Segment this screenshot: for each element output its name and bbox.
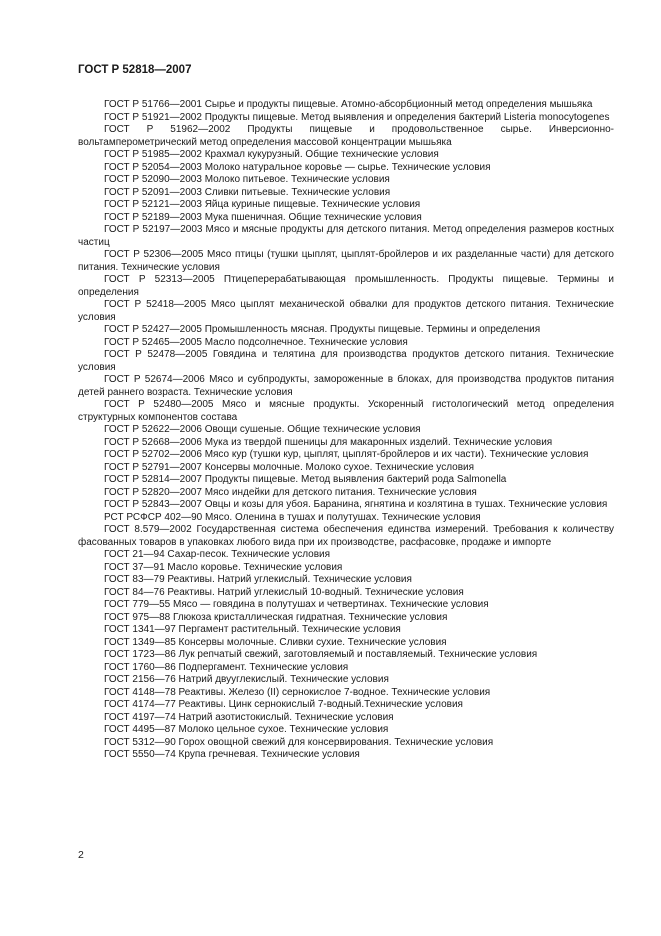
reference-item: ГОСТ Р 52091—2003 Сливки питьевые. Технические условия [104, 186, 391, 198]
reference-item: ГОСТ Р 52480—2005 Мясо и мясные продукты. Ускоренный гистологический метод определения структурных компонентов состава [78, 399, 614, 423]
reference-item: ГОСТ Р 52674—2006 Мясо и субпродукты, замороженные в блоках, для производства продуктов питания детей раннего возраста. Технические условия [78, 374, 614, 398]
reference-item: ГОСТ Р 52791—2007 Консервы молочные. Молоко сухое. Технические условия [104, 461, 475, 473]
reference-item: ГОСТ Р 52820—2007 Мясо индейки для детского питания. Технические условия [104, 486, 477, 498]
reference-item: ГОСТ 1349—85 Консервы молочные. Сливки сухие. Технические условия [104, 636, 447, 648]
reference-item: ГОСТ Р 52814—2007 Продукты пищевые. Метод выявления бактерий рода Salmonella [104, 474, 507, 485]
reference-item: ГОСТ 37—91 Масло коровье. Технические условия [104, 561, 343, 573]
reference-item: ГОСТ Р 52622—2006 Овощи сушеные. Общие технические условия [104, 424, 421, 435]
reference-item: ГОСТ 84—76 Реактивы. Натрий углекислый 10-водный. Технические условия [104, 586, 464, 598]
reference-item: ГОСТ 5312—90 Горох овощной свежий для консервирования. Технические условия [104, 736, 494, 748]
reference-item: ГОСТ 1341—97 Пергамент растительный. Технические условия [104, 624, 401, 635]
reference-item: ГОСТ 4174—77 Реактивы. Цинк сернокислый 7-водный.Технические условия [104, 699, 463, 710]
reference-item: ГОСТ 21—94 Сахар-песок. Технические условия [104, 549, 331, 560]
reference-item: РСТ РСФСР 402—90 Мясо. Оленина в тушах и полутушах. Технические условия [104, 511, 481, 523]
reference-item: ГОСТ 4495—87 Молоко цельное сухое. Технические условия [104, 724, 389, 735]
reference-item: ГОСТ 8.579—2002 Государственная система обеспечения единства измерений. Требования к количеству фасованных товаров в упаковках любого вида при их производстве, расфасовке, продаже и импорте [78, 524, 614, 548]
reference-item: ГОСТ 83—79 Реактивы. Натрий углекислый. Технические условия [104, 574, 412, 585]
reference-item: ГОСТ Р 51766—2001 Сырье и продукты пищевые. Атомно-абсорбционный метод определения мышьяка [104, 99, 593, 110]
reference-item: ГОСТ 975—88 Глюкоза кристаллическая гидратная. Технические условия [104, 611, 448, 623]
reference-item: ГОСТ Р 52843—2007 Овцы и козы для убоя. Баранина, ягнятина и козлятина в тушах. Технические условия [104, 499, 608, 510]
reference-item: ГОСТ Р 51962—2002 Продукты пищевые и продовольственное сырье. Инверсионно-вольтамперометрический метод определения массовой концентрации мышьяка [78, 124, 614, 148]
reference-item: ГОСТ Р 51985—2002 Крахмал кукурузный. Общие технические условия [104, 149, 439, 160]
reference-item: ГОСТ Р 52189—2003 Мука пшеничная. Общие технические условия [104, 211, 422, 223]
document-header: ГОСТ Р 52818—2007 [78, 64, 192, 76]
reference-item: ГОСТ Р 52418—2005 Мясо цыплят механической обвалки для продуктов детского питания. Технические условия [78, 299, 614, 323]
reference-item: ГОСТ 2156—76 Натрий двууглекислый. Технические условия [104, 674, 389, 685]
reference-item: ГОСТ Р 52090—2003 Молоко питьевое. Технические условия [104, 174, 390, 185]
reference-item: ГОСТ Р 52702—2006 Мясо кур (тушки кур, цыплят, цыплят-бройлеров и их части). Технические условия [104, 449, 589, 460]
reference-item: ГОСТ Р 52197—2003 Мясо и мясные продукты для детского питания. Метод определения размеров костных частиц [78, 224, 614, 248]
reference-item: ГОСТ Р 52054—2003 Молоко натуральное коровье — сырье. Технические условия [104, 161, 491, 173]
reference-item: ГОСТ 1760—86 Подпергамент. Технические условия [104, 661, 349, 673]
reference-item: ГОСТ Р 52465—2005 Масло подсолнечное. Технические условия [104, 336, 408, 348]
reference-item: ГОСТ Р 52478—2005 Говядина и телятина для производства продуктов детского питания. Технические условия [78, 349, 614, 373]
reference-item: ГОСТ Р 51921—2002 Продукты пищевые. Метод выявления и определения бактерий Listeria monocytogenes [104, 111, 610, 123]
reference-item: ГОСТ 5550—74 Крупа гречневая. Технические условия [104, 749, 360, 760]
page-number: 2 [78, 849, 84, 861]
reference-item: ГОСТ Р 52313—2005 Птицеперерабатывающая промышленность. Продукты пищевые. Термины и определения [78, 274, 614, 298]
reference-item: ГОСТ 779—55 Мясо — говядина в полутушах и четвертинах. Технические условия [104, 599, 489, 610]
reference-item: ГОСТ Р 52427—2005 Промышленность мясная. Продукты пищевые. Термины и определения [104, 324, 541, 335]
reference-item: ГОСТ 4148—78 Реактивы. Железо (II) сернокислое 7-водное. Технические условия [104, 686, 491, 698]
reference-item: ГОСТ Р 52668—2006 Мука из твердой пшеницы для макаронных изделий. Технические условия [104, 436, 553, 448]
reference-item: ГОСТ Р 52121—2003 Яйца куриные пищевые. Технические условия [104, 199, 421, 210]
reference-item: ГОСТ 1723—86 Лук репчатый свежий, заготовляемый и поставляемый. Технические условия [104, 649, 538, 660]
reference-item: ГОСТ 4197—74 Натрий азотистокислый. Технические условия [104, 711, 394, 723]
reference-item: ГОСТ Р 52306—2005 Мясо птицы (тушки цыплят, цыплят-бройлеров и их разделанные части) для детского питания. Технические условия [78, 249, 614, 273]
normative-references-list [78, 99, 614, 762]
